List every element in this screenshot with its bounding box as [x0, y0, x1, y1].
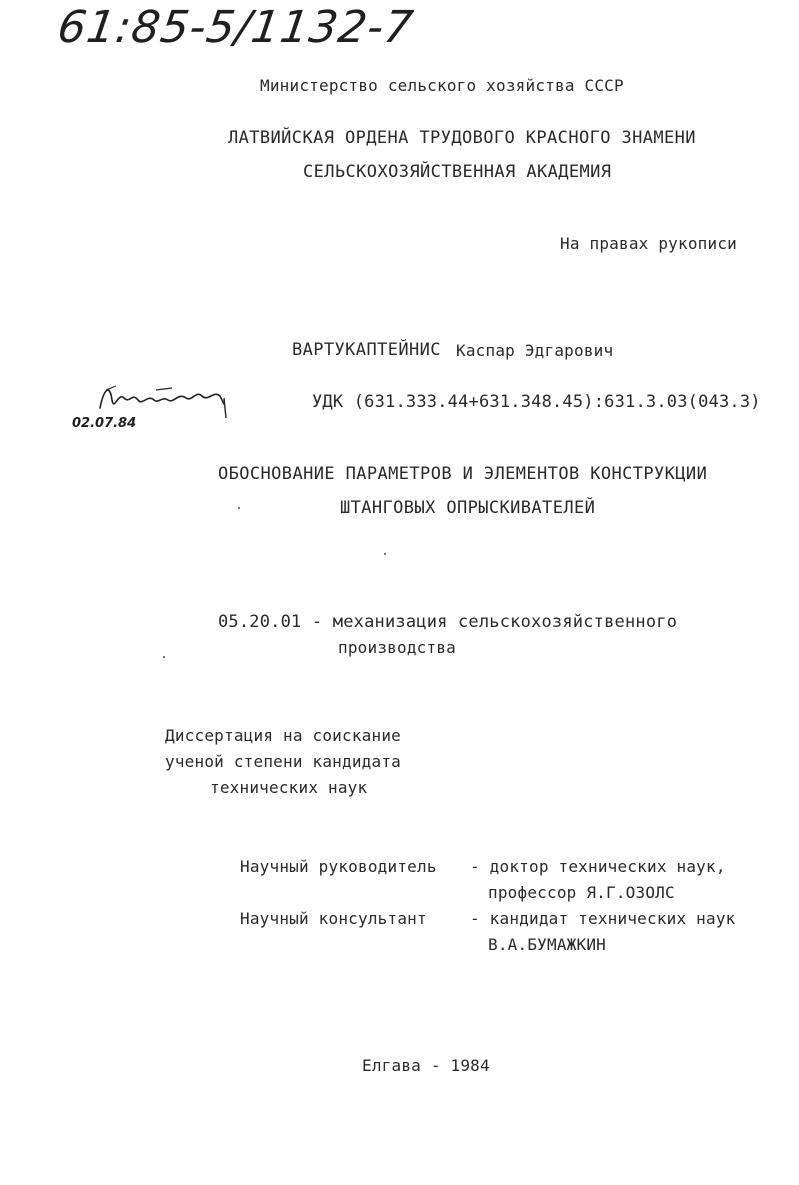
consultant-name: В.А.БУМАЖКИН — [488, 935, 606, 954]
degree-line-2: ученой степени кандидата — [165, 752, 401, 771]
supervisor-name: профессор Я.Г.ОЗОЛС — [488, 883, 675, 902]
udk-code: УДК (631.333.44+631.348.45):631.3.03(043.3) — [312, 392, 761, 412]
thesis-title-line-2: ШТАНГОВЫХ ОПРЫСКИВАТЕЛЕЙ — [340, 498, 596, 518]
author-surname: ВАРТУКАПТЕЙНИС — [292, 340, 441, 360]
place-and-year: Елгава - 1984 — [362, 1056, 490, 1075]
manuscript-rights: На правах рукописи — [560, 234, 737, 253]
academy-line-2: СЕЛЬСКОХОЗЯЙСТВЕННАЯ АКАДЕМИЯ — [303, 162, 612, 182]
academy-line-1: ЛАТВИЙСКАЯ ОРДЕНА ТРУДОВОГО КРАСНОГО ЗНАМЕНИ — [228, 128, 696, 148]
degree-line-3: технических наук — [210, 778, 368, 797]
specialty-line-2: производства — [338, 638, 456, 657]
degree-line-1: Диссертация на соискание — [165, 726, 401, 745]
author-given-name: Каспар Эдгарович — [456, 341, 614, 360]
supervisor-degree: - доктор технических наук, — [470, 857, 726, 876]
scan-speck — [238, 507, 240, 509]
consultant-degree: - кандидат технических наук — [470, 909, 736, 928]
thesis-title-line-1: ОБОСНОВАНИЕ ПАРАМЕТРОВ И ЭЛЕМЕНТОВ КОНСТРУКЦИИ — [218, 464, 708, 484]
scan-speck — [163, 656, 165, 658]
supervisor-role: Научный руководитель — [240, 857, 437, 876]
ministry-line: Министерство сельского хозяйства СССР — [260, 76, 624, 95]
scan-speck — [384, 553, 386, 555]
specialty-line-1: 05.20.01 - механизация сельскохозяйственного — [218, 612, 678, 632]
signature-date: 02.07.84 — [72, 416, 137, 431]
consultant-role: Научный консультант — [240, 909, 427, 928]
archive-number: 61:85-5/1132-7 — [54, 2, 417, 53]
